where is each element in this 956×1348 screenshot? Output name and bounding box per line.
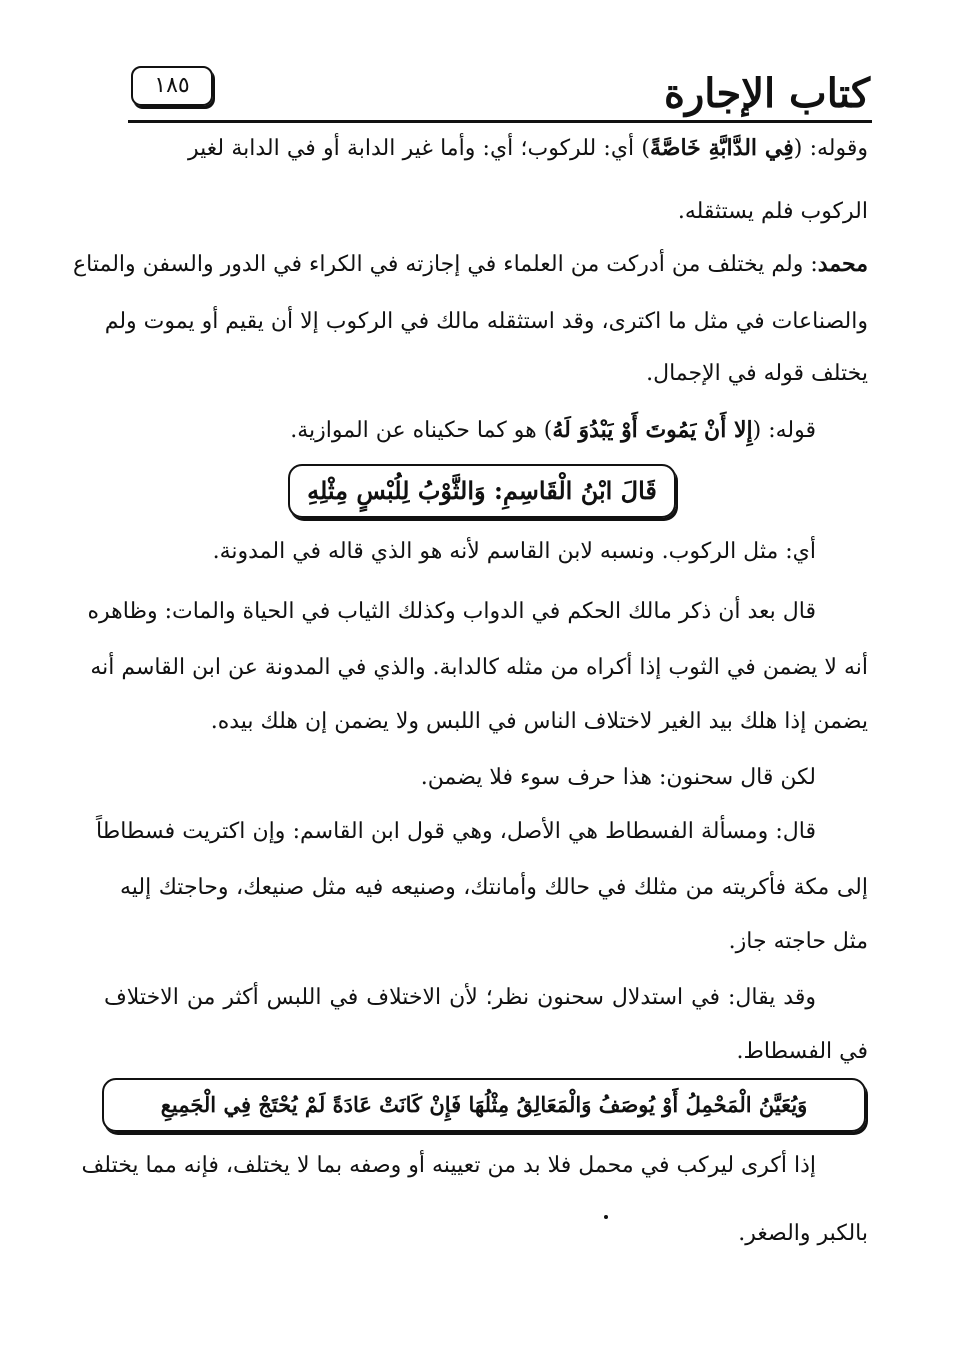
- matn-box: وَيُعَيَّنُ الْمَحْمِلُ أَوْ يُوصَفُ وَالْمَعَالِقُ مِثْلُهَا فَإِنْ كَانَتْ عَادَةً لَمْ يُحْتَجْ فِي الْجَمِيعِ: [102, 1078, 866, 1132]
- paragraph-line: أنه لا يضمن في الثوب إذا أكراه من مثله كالدابة. والذي في المدونة عن ابن القاسم أنه: [90, 655, 868, 680]
- text-run: ) أي: للركوب؛ أي: وأما غير الدابة أو في الدابة لغير: [188, 136, 650, 161]
- paragraph-line: يضمن إذا هلك بيد الغير لاختلاف الناس في اللبس ولا يضمن إن هلك بيده.: [210, 709, 868, 734]
- text-run: : ولم يختلف من أدركت من العلماء في إجازته في الكراء في الدور والسفن والمتاع: [73, 252, 818, 277]
- matn-box: قَالَ ابْنُ الْقَاسِمِ: وَالثَّوْبُ لِلُبْسٍ مِثْلِهِ: [288, 464, 676, 518]
- paragraph-line: أي: مثل الركوب. ونسبه لابن القاسم لأنه هو الذي قاله في المدونة.: [212, 539, 816, 564]
- paragraph-line: [290, 414, 816, 447]
- text-run: وقوله: (: [793, 136, 869, 161]
- text-run: قوله: (: [752, 418, 816, 443]
- ink-dot: [604, 1215, 608, 1219]
- quoted-phrase: إِلا أَنْ يَمُوتَ أَوْ يَبْدُوَ لَهُ: [552, 417, 753, 443]
- header-rule: [128, 120, 872, 123]
- paragraph-line: إذا أكرى ليركب في محمل فلا بد من تعيينه أو وصفه بما لا يختلف، فإنه مما يختلف: [81, 1153, 816, 1178]
- paragraph-line: وقد يقال: في استدلال سحنون نظر؛ لأن الاختلاف في اللبس أكثر من الاختلاف: [104, 985, 816, 1010]
- paragraph-line: يختلف قوله في الإجمال.: [646, 361, 868, 386]
- paragraph-line: [73, 248, 868, 281]
- paragraph-line: قال بعد أن ذكر مالك الحكم في الدواب وكذلك الثياب في الحياة والمات: وظاهره: [87, 599, 816, 624]
- paragraph-line: مثل حاجته جاز.: [728, 929, 868, 954]
- paragraph-line: الركوب فلم يستثقله.: [677, 199, 868, 224]
- book-title: كتاب الإجارة: [664, 70, 870, 117]
- paragraph-line: لكن قال سحنون: هذا حرف سوء فلا يضمن.: [420, 765, 816, 790]
- paragraph-line: والصناعات في مثل ما اكترى، وقد استثقله مالك في الركوب إلا أن يقيم أو يموت ولم: [104, 309, 868, 334]
- paragraph-line: إلى مكة فأكريته من مثلك في حالك وأمانتك، وصنيعه فيه مثل صنيعك، وحاجتك إليه: [120, 875, 868, 900]
- paragraph-line: [188, 132, 868, 165]
- page-number: ١٨٥: [131, 66, 213, 106]
- speaker-label: محمد: [817, 251, 868, 277]
- quoted-phrase: فِي الدَّابَّةِ خَاصَّةً: [649, 135, 794, 161]
- paragraph-line: في الفسطاط.: [736, 1039, 868, 1064]
- paragraph-line: بالكبر والصغر.: [738, 1221, 868, 1246]
- text-run: ) هو كما حكيناه عن الموازية.: [290, 418, 553, 443]
- paragraph-line: قال: ومسألة الفسطاط هي الأصل، وهي قول ابن القاسم: وإن اكتريت فسطاطاً: [96, 819, 816, 844]
